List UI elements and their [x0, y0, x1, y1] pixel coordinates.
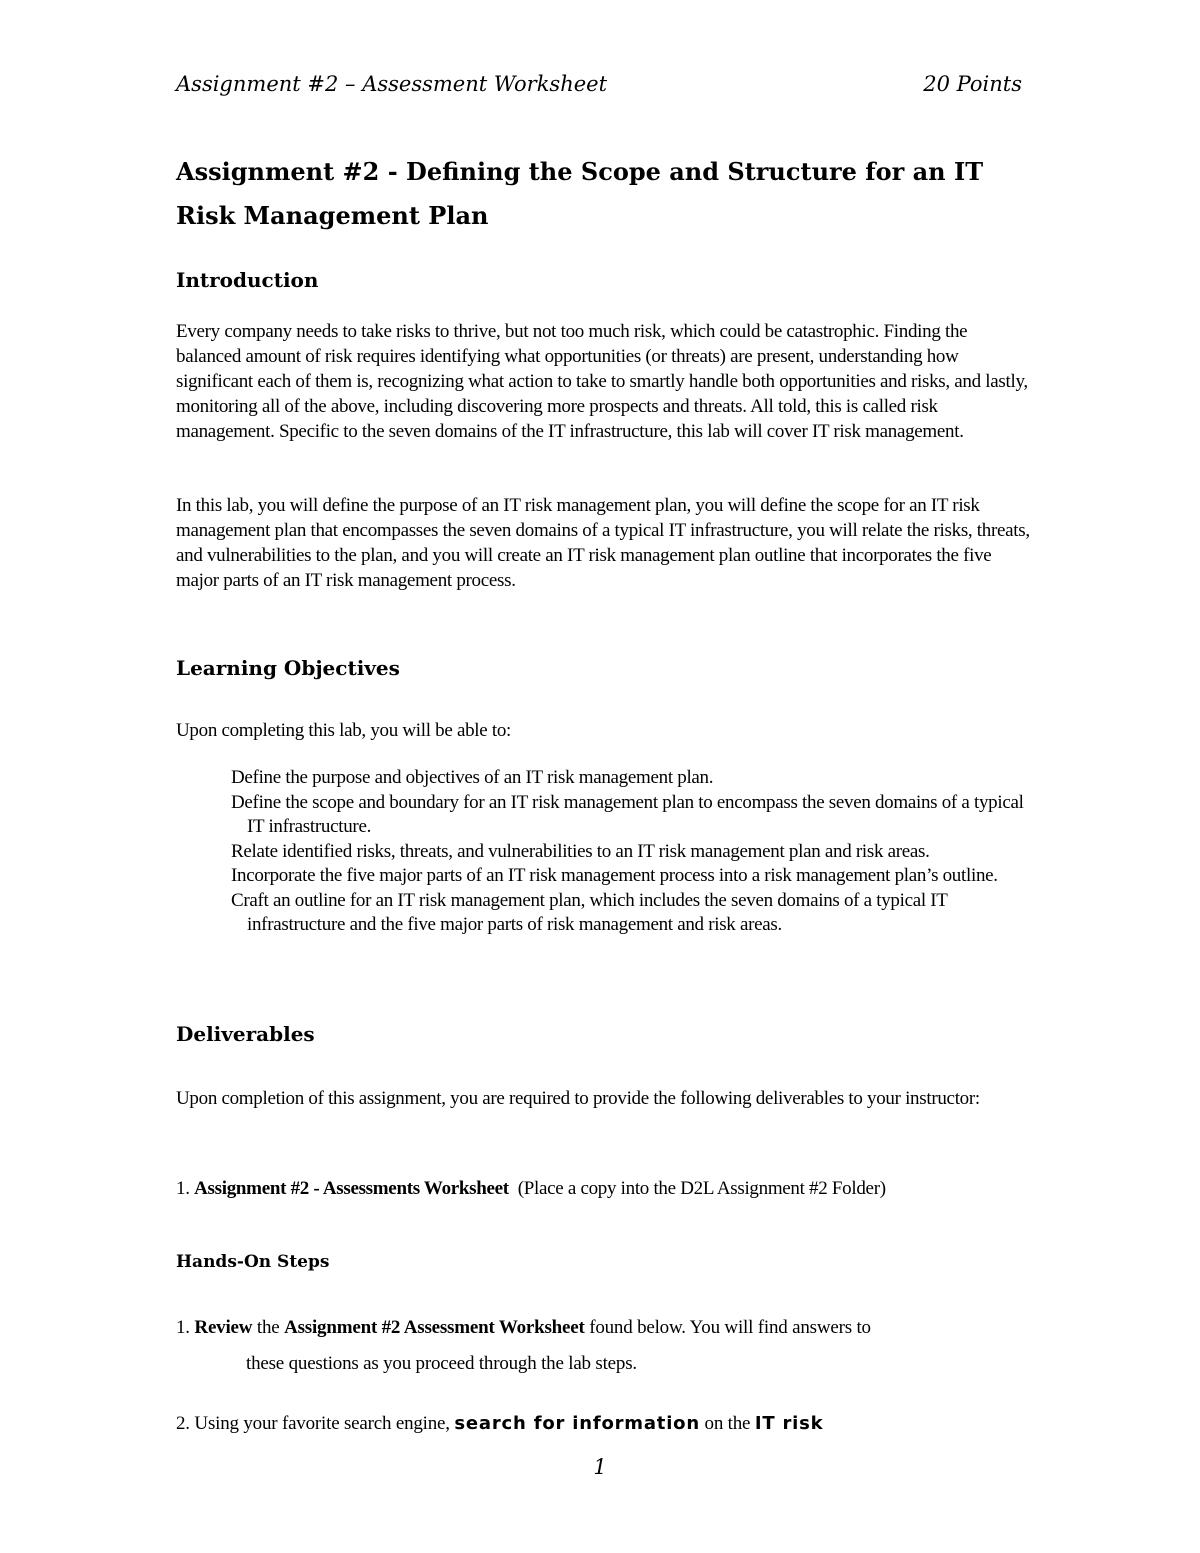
objectives-intro: Upon completing this lab, you will be able to:: [176, 720, 512, 741]
step-text: Using your favorite search engine,: [194, 1413, 450, 1434]
hands-on-heading: Hands-On Steps: [176, 1252, 330, 1272]
deliverables-heading: Deliverables: [176, 1022, 315, 1046]
objectives-list: [231, 766, 1031, 938]
introduction-paragraph-1: Every company needs to take risks to thrive, but not too much risk, which could be catastrophic. Finding the balanced amount of risk requires identifying what opportunities (or threats) are present, understanding how significant each of them is, recognizing what action to take to smartly handle both opportunities and risks, and lastly, monitoring all of the above, including discovering more prospects and threats. All told, this is called risk management. Specific to the seven domains of the IT infrastructure, this lab will cover IT risk management.: [176, 321, 1028, 442]
objectives-heading: Learning Objectives: [176, 656, 400, 680]
document-title: Assignment #2 - Defining the Scope and Structure for an IT Risk Management Plan: [176, 157, 984, 230]
hands-on-step-1: [176, 1310, 1016, 1382]
objective-item: Define the purpose and objectives of an IT risk management plan.: [231, 767, 714, 788]
header-right: 20 Points: [923, 72, 1022, 96]
objective-item: Define the scope and boundary for an IT risk management plan to encompass the seven domains of a typical IT infrastructure.: [231, 791, 1024, 837]
step-text-on: on the: [704, 1413, 751, 1434]
step-review: Review: [194, 1317, 253, 1338]
step-text: found below. You will find answers to: [589, 1317, 871, 1338]
step-worksheet-name: Assignment #2 Assessment Worksheet: [284, 1317, 585, 1338]
step-number: 2.: [176, 1413, 190, 1434]
deliverables-intro: Upon completion of this assignment, you are required to provide the following deliverables to your instructor:: [176, 1088, 980, 1109]
step-number: 1.: [176, 1317, 190, 1338]
deliverable-item: [176, 1176, 1036, 1201]
deliverable-number: 1.: [176, 1178, 190, 1199]
step-continuation: these questions as you proceed through the lab steps.: [246, 1353, 637, 1374]
introduction-heading: Introduction: [176, 268, 319, 292]
step-it-risk: IT risk: [754, 1413, 824, 1434]
objective-item: Craft an outline for an IT risk management plan, which includes the seven domains of a typical IT infrastructure and the five major parts of risk management and risk areas.: [231, 889, 948, 935]
hands-on-step-2: [176, 1410, 1016, 1438]
page-number: 1: [593, 1455, 607, 1479]
deliverable-note: (Place a copy into the D2L Assignment #2 Folder): [517, 1178, 886, 1199]
introduction-paragraph-2: In this lab, you will define the purpose of an IT risk management plan, you will define the scope for an IT risk management plan that encompasses the seven domains of a typical IT infrastructure, you will relate the risks, threats, and vulnerabilities to the plan, and you will create an IT risk management plan outline that incorporates the five major parts of an IT risk management process.: [176, 495, 1030, 591]
objective-item: Relate identified risks, threats, and vulnerabilities to an IT risk management plan and risk areas.: [231, 840, 930, 862]
objective-item: Incorporate the five major parts of an IT risk management process into a risk management plan’s outline.: [231, 865, 998, 886]
header-left: Assignment #2 – Assessment Worksheet: [176, 72, 608, 96]
step-search-phrase: search for information: [454, 1413, 700, 1434]
step-the: the: [256, 1317, 280, 1338]
deliverable-title: Assignment #2 - Assessments Worksheet: [194, 1178, 509, 1199]
